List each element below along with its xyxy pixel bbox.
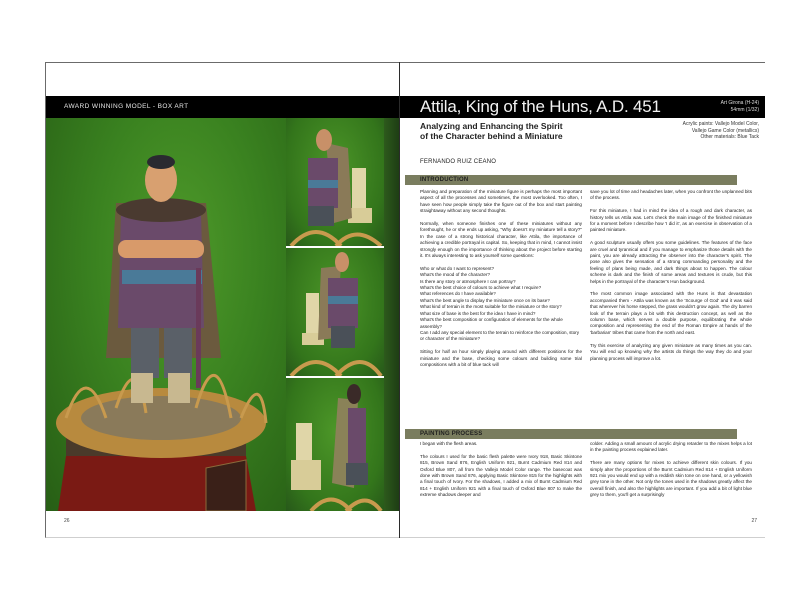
painting-column-2	[590, 441, 752, 517]
question-item: Can I add any special element to the terrain to reinforce the composition, story or character of the miniature?	[420, 329, 580, 342]
thumb-photo-rear	[286, 378, 384, 511]
paragraph: The colours I used for the basic flesh palette were Ivory 918, Basic Skintone 815, Brown Sand 876, English Uniform 921, Burnt Cadmium Red 814 and Oxford Blue 807, all from the Vallejo Model Color range. The basecoat was done with Brown Sand 876, applying Basic Skintone 815 for the highlights with a final touch of Ivory. For the shadows, I added a mix of Burnt Cadmium Red 814 + English Uniform 921 with a final touch of Oxford Blue 807 to make the extreme shadows deeper and	[420, 453, 582, 498]
miniature-figure-icon	[46, 118, 286, 511]
materials-line-2: Vallejo Game Color (metallics)	[691, 127, 759, 134]
subtitle-line-1: Analyzing and Enhancing the Spirit	[420, 121, 563, 131]
intro-column-1	[420, 189, 582, 427]
page-number-left: 26	[64, 518, 70, 524]
author-name: FERNANDO RUIZ CEANO	[420, 159, 497, 165]
paragraph: save you lot of time and headaches later, when you confront the unplanned bits of the process.	[590, 189, 752, 201]
question-item: What's the best choice of colours to achieve what I require?	[420, 285, 542, 291]
question-list	[420, 266, 582, 343]
materials-list	[683, 121, 759, 141]
paragraph: For this miniature, I had in mind the idea of a rough and dark character, as history tells us Attila was. Let's check the main image of the finished miniature for a moment before I describe how 'I did it', as an exercise in observation of a painted miniature.	[590, 208, 752, 233]
paragraph: I began with the flesh areas.	[420, 441, 478, 446]
figure-meta	[721, 100, 759, 113]
photo-collage	[46, 118, 401, 511]
question-item: Who or what do I want to represent?	[420, 265, 495, 271]
painting-column-1	[420, 441, 582, 517]
paragraph: A good sculpture usually offers you some guidelines. The features of the face are cruel and tyrannical and if you manage to emphasize those details with the paint, you are already attracting the observer into the character's spirit. The pose also gives the sensation of a strong commanding personality and the feeling of plans being made, and dark things about to happen. The colour scheme is dark and the finish of some areas and textures is crude, but this helps in the portrayal of the character's Hun background.	[590, 240, 752, 284]
thumb-photo-three-quarter	[286, 248, 384, 376]
paragraph: Normally, when someone finishes one of these miniatures without any forethought, he or she ends up asking, "Why doesn't my miniature tell a story?" In the case of a strong historical character, like Attila, the importance of achieving a credible portrayal is capital. So, keeping that in mind, I cannot insist strongly enough on the importance of thinking about the project before starting it. It's always interesting to ask yourself some questions:	[420, 221, 582, 259]
materials-line-3: Other materials: Blue Tack	[700, 134, 759, 140]
paragraph: Planning and preparation of the miniature figure is perhaps the most important aspect of all the processes and sometimes, the most overlooked. Too often, I have seen how people simply take the figure out of the box and start painting straightaway without any second thoughts.	[420, 189, 582, 214]
article-title: Attila, King of the Huns, A.D. 451	[420, 97, 661, 116]
meta-scale: 54mm (1/32)	[730, 106, 759, 113]
page-number-right: 27	[751, 518, 757, 524]
article-subtitle	[420, 121, 563, 141]
subtitle-line-2: of the Character behind a Miniature	[420, 131, 563, 141]
right-page	[400, 62, 765, 538]
section-heading-painting-process	[405, 429, 737, 439]
left-header-bar	[46, 96, 401, 118]
introduction-heading: INTRODUCTION	[420, 177, 469, 183]
question-item: What's the mood of the character?	[420, 272, 491, 278]
section-heading-introduction	[405, 175, 737, 185]
intro-column-2	[590, 189, 752, 427]
meta-manufacturer: Art Girona (H-24)	[720, 100, 759, 106]
paragraph: There are many options for mixes to achieve different skin colours. If you simply alter the proportions of the Burnt Cadmium Red 814 + English Uniform 921 mix you would end up with a reddish skin tone on one hand, or a yellowish grey tone in the other. Not only the tones used in the shadows greatly affect the overall finish, and also the highlights are important. If you add a bit of light blue grey to them, you'll get a surprisingly	[590, 460, 752, 498]
question-item: What references do I have available?	[420, 291, 496, 297]
materials-line-1: Acrylic paints: Vallejo Model Color,	[682, 121, 759, 127]
miniature-three-quarter-icon	[286, 248, 384, 376]
paragraph: colder. Adding a small amount of acrylic drying retarder to the mixes helps a lot in the painting process explained later.	[590, 441, 752, 453]
question-item: What's the best composition or configuration of elements for the whole assembly?	[420, 317, 563, 329]
section-label: AWARD WINNING MODEL - BOX ART	[64, 103, 189, 110]
thumbnail-column	[286, 118, 384, 511]
question-item: What size of base is the best for the idea I have in mind?	[420, 310, 536, 316]
painting-process-heading: PAINTING PROCESS	[420, 431, 483, 437]
paragraph: Try this exercise of analyzing any given miniature as many times as you can. You will end up knowing why the artists do things the way they do and your planning process will improve a lot.	[590, 342, 752, 361]
paragraph: The most common image associated with the Huns is that devastation accompanied them - Attila was known as the 'Scourge of God' and it was said that wherever his horse stepped, the grass wouldn't grow again. The dry barren look of the terrain plays a bit with this destruction concept, as well as the column base, which serves a double purpose, equilibrating the whole composition and representing the end of the Roman Empire at hands of the 'barbarian' tribes that came from the north and east.	[590, 291, 752, 335]
question-item: Is there any story or atmosphere I can portray?	[420, 278, 516, 284]
left-page	[45, 62, 400, 538]
paragraph: Sitting for half an hour simply playing around with different positions for the miniature and the base, checking some colours and building some trial compositions with a bit of blue tack will	[420, 349, 582, 367]
miniature-rear-icon	[286, 378, 384, 511]
question-item: What's the best angle to display the miniature once on its base?	[420, 297, 550, 303]
question-item: What kind of terrain is the most suitable for the miniature or the story?	[420, 304, 562, 310]
magazine-spread	[45, 62, 765, 538]
thumb-photo-side	[286, 118, 384, 246]
miniature-side-icon	[286, 118, 384, 246]
title-bar	[400, 96, 765, 118]
main-photo	[46, 118, 286, 511]
